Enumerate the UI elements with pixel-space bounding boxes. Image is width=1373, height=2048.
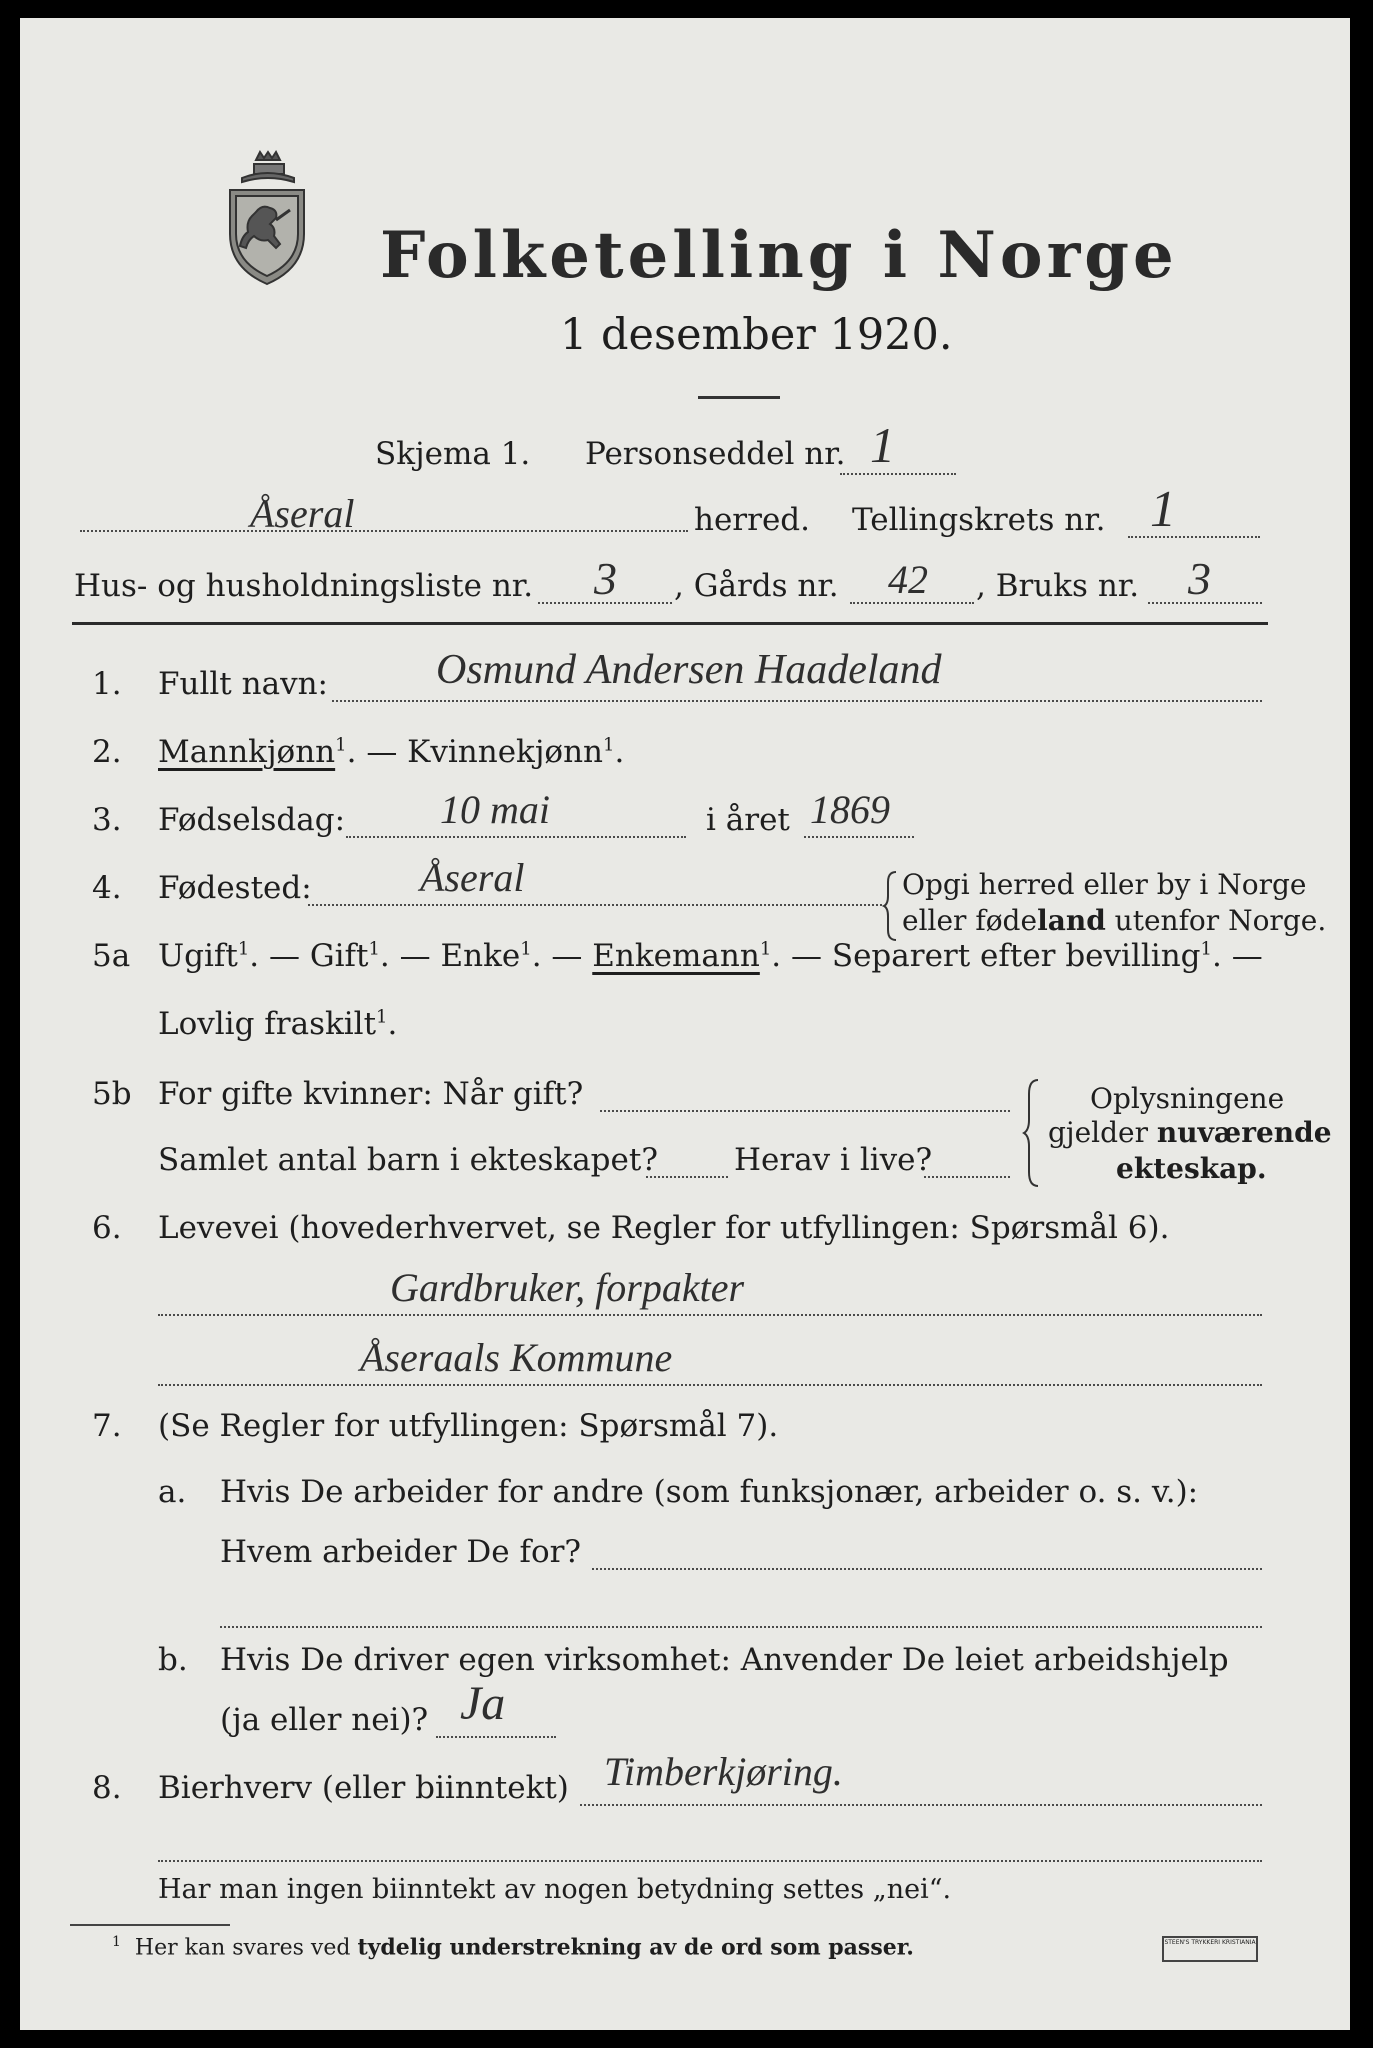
q3-year-label: i året	[706, 802, 790, 838]
q8-label: Bierhverv (eller biinntekt)	[158, 1770, 569, 1806]
form-title: Folketelling i Norge	[380, 218, 1178, 293]
q7a-line1	[592, 1568, 1262, 1570]
q5b-brace-icon	[1022, 1078, 1040, 1188]
q4-note-line2	[902, 904, 1326, 937]
q8-line2	[158, 1860, 1262, 1862]
enkemann-option: Enkemann	[592, 938, 760, 974]
female-option: Kvinnekjønn	[407, 734, 604, 770]
q5b-note-line3: ekteskap.	[1116, 1152, 1267, 1185]
q8-line1	[580, 1804, 1262, 1806]
q5b-number: 5b	[92, 1076, 132, 1112]
section-divider	[72, 622, 1268, 625]
q2-male-sup: 1	[335, 734, 347, 756]
dash-5: —	[1231, 938, 1263, 974]
q3-year-line	[804, 836, 914, 838]
separert-option: Separert efter bevilling	[831, 938, 1201, 974]
footnote-sup: 1	[112, 1934, 121, 1950]
q2-options	[158, 734, 624, 770]
q5b-label2: Samlet antal barn i ekteskapet?	[158, 1142, 658, 1178]
dash-3: —	[551, 938, 583, 974]
q7b-question: (ja eller nei)?	[220, 1702, 429, 1738]
q6-line2	[158, 1384, 1262, 1386]
q5b-label3: Herav i live?	[734, 1142, 933, 1178]
gards-value: 42	[888, 557, 928, 602]
q5b-line2	[646, 1176, 728, 1178]
q5b-note-text-b: nuværende	[1156, 1116, 1332, 1149]
printer-stamp: STEEN'S TRYKKERI KRISTIANIA	[1162, 1936, 1258, 1962]
q2-sep: . —	[346, 734, 408, 770]
herred-line	[80, 530, 688, 532]
q4-note-text-b: land	[1037, 904, 1106, 937]
herred-value: Åseral	[250, 491, 355, 536]
side-occupation-value: Timberkjøring.	[604, 1749, 843, 1794]
gards-label: , Gårds nr.	[674, 568, 839, 604]
q4-line	[308, 904, 882, 906]
footnote	[112, 1934, 914, 1960]
gift-option: Gift	[309, 938, 369, 974]
tellingskrets-line	[1128, 536, 1260, 538]
census-date: 1 desember 1920.	[560, 310, 953, 360]
gift-sup: 1	[368, 938, 380, 960]
q3-number: 3.	[92, 802, 122, 838]
hus-value: 3	[594, 553, 617, 604]
coat-of-arms-icon	[218, 150, 316, 290]
q5b-note-line2	[1048, 1116, 1332, 1149]
bruks-value: 3	[1188, 553, 1211, 604]
q7b-value: Ja	[460, 1677, 506, 1730]
q1-line	[332, 700, 1262, 702]
skjema-label: Skjema 1.	[375, 436, 531, 472]
enkemann-sup: 1	[759, 938, 772, 960]
q6-number: 6.	[92, 1210, 122, 1246]
q4-number: 4.	[92, 870, 122, 906]
q5b-line3	[924, 1176, 1010, 1178]
q2-female-sup: 1	[603, 734, 615, 756]
herred-label: herred.	[694, 502, 810, 538]
bruks-label: , Bruks nr.	[976, 568, 1140, 604]
male-option: Mannkjønn	[158, 734, 336, 770]
footnote-text-a: Her kan svares ved	[134, 1935, 358, 1961]
q5a-number: 5a	[92, 938, 131, 974]
enke-option: Enke	[440, 938, 521, 974]
q7-number: 7.	[92, 1408, 122, 1444]
q7b-letter: b.	[158, 1642, 188, 1678]
q4-label: Fødested:	[158, 870, 312, 906]
q1-label: Fullt navn:	[158, 666, 328, 702]
q7-label: (Se Regler for utfyllingen: Spørsmål 7).	[158, 1408, 779, 1444]
footnote-rule	[70, 1924, 230, 1926]
personseddel-label: Personseddel nr.	[585, 436, 846, 472]
q1-number: 1.	[92, 666, 122, 702]
q7b-line	[436, 1736, 556, 1738]
q4-note-line1: Opgi herred eller by i Norge	[902, 868, 1307, 901]
birthplace-value: Åseral	[420, 855, 525, 900]
q2-end: .	[614, 734, 625, 770]
marital-status-options: Ugift$^1$. — Gift$^1$. — Enke$^1$. — Enkemann$^1$. — Separert efter bevilling$^1$. —	[158, 938, 1263, 974]
q4-note-text-c: utenfor Norge.	[1105, 904, 1327, 937]
lovlig-sup: 1	[376, 1006, 388, 1028]
q7a-question: Hvem arbeider De for?	[220, 1534, 582, 1570]
lovlig-fraskilt-option: Lovlig fraskilt$^1$.	[158, 1006, 398, 1042]
dash-1: —	[269, 938, 300, 974]
personseddel-line	[840, 473, 956, 475]
dash-4: —	[790, 938, 822, 974]
q4-brace-icon	[882, 870, 898, 942]
q5b-note-line1: Oplysningene	[1090, 1082, 1285, 1115]
ugift-sup: 1	[237, 938, 250, 960]
census-form-sheet	[20, 18, 1350, 2030]
occupation-value-1: Gardbruker, forpakter	[390, 1265, 745, 1310]
q3-line	[346, 836, 686, 838]
q6-label: Levevei (hovederhvervet, se Regler for utfyllingen: Spørsmål 6).	[158, 1210, 1170, 1246]
q4-note-text-a: eller føde	[902, 904, 1038, 937]
q3-label: Fødselsdag:	[158, 802, 346, 838]
q5b-label1: For gifte kvinner: Når gift?	[158, 1076, 584, 1112]
q7b-text: Hvis De driver egen virksomhet: Anvender De leiet arbeidshjelp	[220, 1642, 1229, 1678]
birth-year-value: 1869	[810, 787, 890, 832]
enke-sup: 1	[520, 938, 532, 960]
q5b-line1	[600, 1110, 1010, 1112]
title-divider	[698, 396, 780, 399]
full-name-value: Osmund Andersen Haadeland	[436, 647, 942, 693]
birth-day-value: 10 mai	[440, 787, 550, 832]
no-income-note: Har man ingen biinntekt av nogen betydning settes „nei“.	[158, 1874, 952, 1905]
hus-label: Hus- og husholdningsliste nr.	[74, 568, 534, 604]
ugift-option: Ugift	[158, 938, 238, 974]
tellingskrets-label: Tellingskrets nr.	[852, 502, 1106, 538]
footnote-text-b: tydelig understrekning av de ord som passer.	[357, 1934, 914, 1961]
tellingskrets-value: 1	[1150, 481, 1176, 538]
dash-2: —	[399, 938, 431, 974]
q8-number: 8.	[92, 1770, 122, 1806]
q2-number: 2.	[92, 734, 122, 770]
q5b-note-text-a: gjelder	[1048, 1116, 1157, 1149]
q7a-line2	[220, 1626, 1262, 1628]
personseddel-value: 1	[870, 417, 895, 473]
occupation-value-2: Åseraals Kommune	[360, 1335, 673, 1380]
q7a-text: Hvis De arbeider for andre (som funksjonær, arbeider o. s. v.):	[220, 1474, 1199, 1510]
q6-line1	[158, 1314, 1262, 1316]
separert-sup: 1	[1200, 938, 1212, 960]
q7a-letter: a.	[158, 1474, 187, 1510]
lovlig-text: Lovlig fraskilt	[158, 1006, 377, 1042]
